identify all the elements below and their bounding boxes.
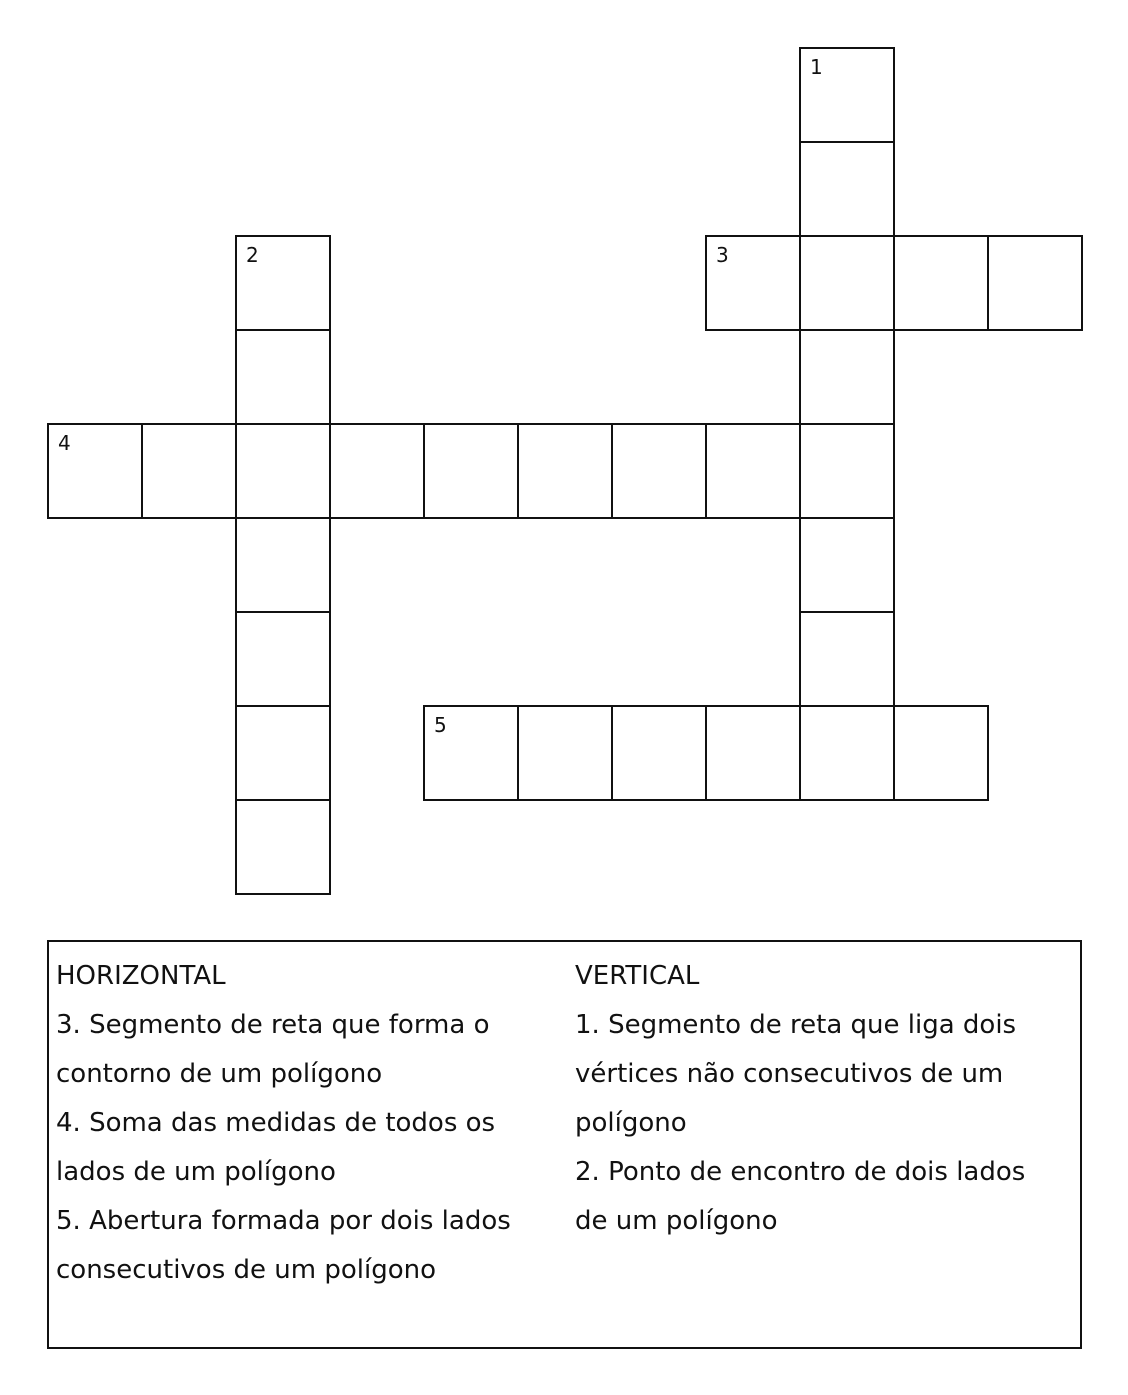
clue-number: 1 (810, 55, 823, 79)
crossword-cell[interactable] (893, 705, 989, 801)
crossword-cell[interactable] (235, 423, 331, 519)
crossword-cell[interactable] (893, 235, 989, 331)
crossword-cell[interactable] (235, 235, 331, 331)
clue-number: 2 (246, 243, 259, 267)
crossword-cell[interactable] (799, 517, 895, 613)
crossword-cell[interactable] (799, 611, 895, 707)
crossword-cell[interactable] (799, 47, 895, 143)
vertical-clues (575, 952, 1075, 1246)
crossword-cell[interactable] (423, 423, 519, 519)
crossword-cell[interactable] (705, 423, 801, 519)
vertical-clue-line: polígono (575, 1108, 687, 1138)
crossword-cell[interactable] (235, 705, 331, 801)
clue-number: 4 (58, 431, 71, 455)
horizontal-clue-line: contorno de um polígono (56, 1059, 383, 1089)
vertical-clue-line: 2. Ponto de encontro de dois lados (575, 1157, 1026, 1187)
horizontal-clue-line: consecutivos de um polígono (56, 1255, 437, 1285)
vertical-heading: VERTICAL (575, 961, 700, 991)
vertical-clue-line: vértices não consecutivos de um (575, 1059, 1004, 1089)
horizontal-clues (56, 952, 556, 1295)
horizontal-clue-line: lados de um polígono (56, 1157, 336, 1187)
horizontal-clue-line: 4. Soma das medidas de todos os (56, 1108, 496, 1138)
crossword-cell[interactable] (705, 705, 801, 801)
horizontal-clue-line: 3. Segmento de reta que forma o (56, 1010, 490, 1040)
crossword-cell[interactable] (517, 423, 613, 519)
crossword-cell[interactable] (235, 329, 331, 425)
crossword-cell[interactable] (799, 423, 895, 519)
crossword-cell[interactable] (329, 423, 425, 519)
crossword-cell[interactable] (611, 423, 707, 519)
crossword-cell[interactable] (235, 799, 331, 895)
crossword-cell[interactable] (611, 705, 707, 801)
crossword-cell[interactable] (799, 705, 895, 801)
clues-box (47, 940, 1082, 1349)
crossword-cell[interactable] (799, 141, 895, 237)
crossword-cell[interactable] (235, 611, 331, 707)
crossword-cell[interactable] (47, 423, 143, 519)
clue-number: 5 (434, 713, 447, 737)
clue-number: 3 (716, 243, 729, 267)
vertical-clue-line: de um polígono (575, 1206, 778, 1236)
horizontal-clue-line: 5. Abertura formada por dois lados (56, 1206, 511, 1236)
vertical-clue-line: 1. Segmento de reta que liga dois (575, 1010, 1017, 1040)
crossword-cell[interactable] (517, 705, 613, 801)
crossword-cell[interactable] (705, 235, 801, 331)
crossword-cell[interactable] (423, 705, 519, 801)
crossword-cell[interactable] (799, 235, 895, 331)
horizontal-heading: HORIZONTAL (56, 961, 226, 991)
crossword-cell[interactable] (235, 517, 331, 613)
crossword-cell[interactable] (141, 423, 237, 519)
crossword-cell[interactable] (799, 329, 895, 425)
crossword-cell[interactable] (987, 235, 1083, 331)
